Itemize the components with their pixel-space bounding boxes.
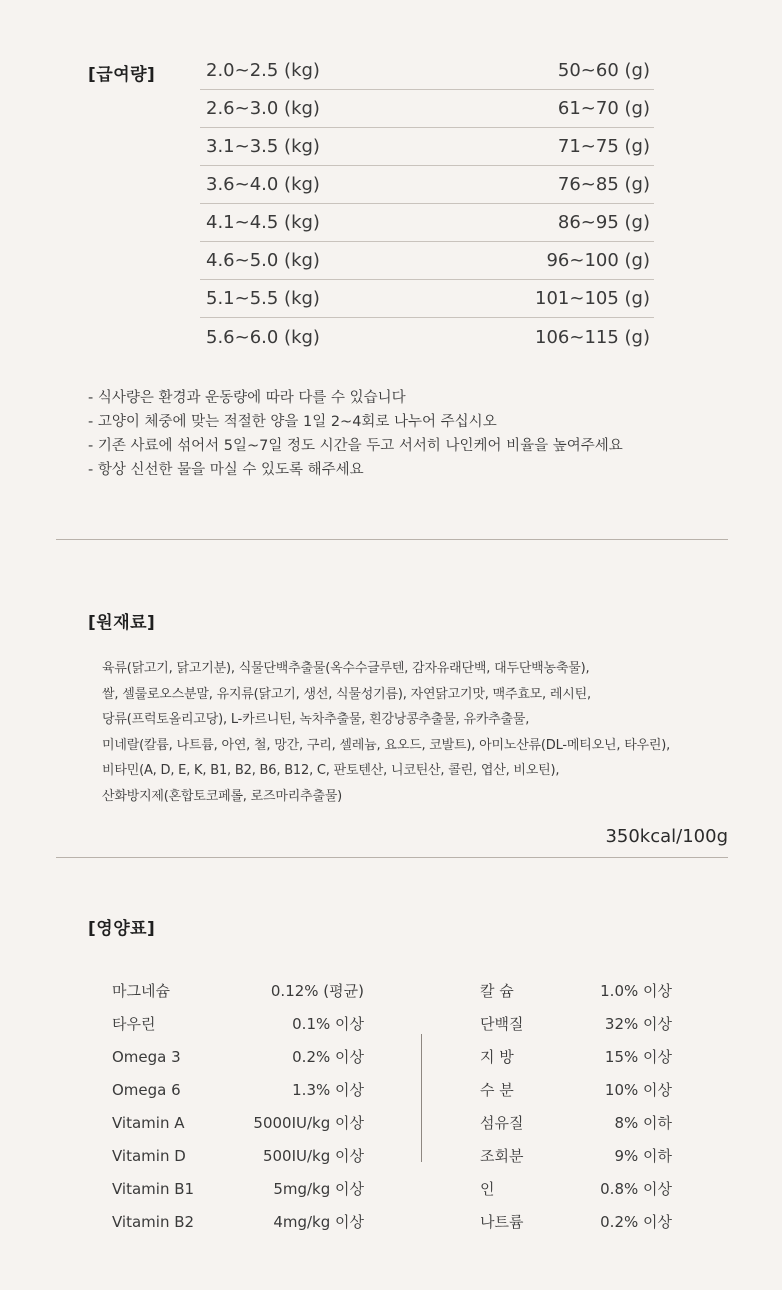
nutrition-right-column	[480, 974, 672, 1238]
calorie-value: 350kcal/100g	[605, 826, 728, 847]
amount-cell: 101~105 (g)	[535, 288, 650, 309]
ingredient-line: 당류(프럭토올리고당), L-카르니틴, 녹차추출물, 흰강낭콩추출물, 유카추출물,	[102, 712, 530, 727]
nutrient-name: 지 방	[480, 1048, 514, 1066]
ingredients-list	[102, 656, 670, 809]
list-item	[112, 1040, 364, 1073]
weight-cell: 2.6~3.0 (kg)	[206, 98, 320, 119]
nutrient-value: 9% 이하	[614, 1147, 672, 1165]
ingredient-line: 비타민(A, D, E, K, B1, B2, B6, B12, C, 판토텐산, 니코틴산, 콜린, 엽산, 비오틴),	[102, 763, 560, 778]
nutrient-name: Vitamin A	[112, 1113, 185, 1132]
nutrient-name: Vitamin D	[112, 1146, 186, 1165]
list-item	[112, 1139, 364, 1172]
amount-cell: 86~95 (g)	[557, 212, 650, 233]
ingredient-line: 육류(닭고기, 닭고기분), 식물단백추출물(옥수수글루텐, 감자유래단백, 대두단백농축물),	[102, 661, 590, 676]
table-row	[200, 204, 654, 242]
table-row	[200, 52, 654, 90]
section-divider	[56, 857, 728, 858]
ingredient-line: 미네랄(칼륨, 나트륨, 아연, 철, 망간, 구리, 셀레늄, 요오드, 코발트), 아미노산류(DL-메티오닌, 타우린),	[102, 737, 671, 753]
table-row	[200, 166, 654, 204]
nutrient-value: 0.2% 이상	[600, 1213, 672, 1231]
nutrient-name: Vitamin B2	[112, 1212, 195, 1231]
table-row	[200, 318, 654, 356]
nutrient-name: 칼 슘	[480, 982, 514, 1000]
list-item	[480, 1172, 672, 1205]
list-item	[112, 1106, 364, 1139]
nutrient-value: 1.3% 이상	[292, 1081, 364, 1099]
list-item	[480, 1139, 672, 1172]
table-row	[200, 128, 654, 166]
feeding-notes	[88, 386, 623, 482]
nutrient-value: 32% 이상	[604, 1015, 672, 1033]
nutrient-value: 5mg/kg 이상	[273, 1180, 364, 1198]
amount-cell: 50~60 (g)	[557, 60, 650, 81]
amount-cell: 96~100 (g)	[546, 250, 650, 271]
list-item	[112, 1007, 364, 1040]
weight-cell: 4.6~5.0 (kg)	[206, 250, 320, 271]
nutrient-value: 1.0% 이상	[600, 982, 672, 1000]
nutrient-name: 마그네슘	[112, 982, 170, 1000]
weight-cell: 5.1~5.5 (kg)	[206, 288, 320, 309]
feeding-table	[200, 52, 654, 356]
note-line: - 기존 사료에 섞어서 5일~7일 정도 시간을 두고 서서히 나인케어 비율을 높여주세요	[88, 438, 623, 454]
list-item	[112, 1172, 364, 1205]
amount-cell: 76~85 (g)	[557, 174, 650, 195]
list-item	[480, 1073, 672, 1106]
feeding-heading: [급여량]	[88, 65, 156, 85]
nutrient-name: Omega 3	[112, 1047, 181, 1066]
list-item	[480, 1040, 672, 1073]
amount-cell: 106~115 (g)	[535, 326, 650, 348]
note-line: - 식사량은 환경과 운동량에 따라 다를 수 있습니다	[88, 390, 406, 406]
nutrient-value: 15% 이상	[604, 1048, 672, 1066]
nutrient-name: 타우린	[112, 1015, 156, 1033]
nutrition-left-column	[112, 974, 364, 1238]
nutrient-name: 단백질	[480, 1015, 524, 1033]
nutrient-name: 섬유질	[480, 1114, 524, 1132]
list-item	[480, 1205, 672, 1238]
ingredient-line: 쌀, 셀룰로오스분말, 유지류(닭고기, 생선, 식물성기름), 자연닭고기맛, 맥주효모, 레시틴,	[102, 686, 591, 702]
nutrient-name: 나트륨	[480, 1213, 524, 1231]
nutrient-value: 0.12% (평균)	[270, 982, 364, 1000]
weight-cell: 3.1~3.5 (kg)	[206, 136, 320, 157]
nutrient-value: 5000IU/kg 이상	[253, 1114, 364, 1132]
nutrient-name: Omega 6	[112, 1080, 181, 1099]
ingredients-heading: [원재료]	[88, 613, 156, 633]
note-line: - 항상 신선한 물을 마실 수 있도록 해주세요	[88, 462, 364, 478]
nutrient-name: 인	[480, 1180, 495, 1198]
amount-cell: 61~70 (g)	[557, 98, 650, 119]
table-row	[200, 90, 654, 128]
nutrient-name: 수 분	[480, 1081, 514, 1099]
nutrient-value: 8% 이하	[614, 1114, 672, 1132]
list-item	[480, 1007, 672, 1040]
table-row	[200, 242, 654, 280]
ingredient-line: 산화방지제(혼합토코페롤, 로즈마리추출물)	[102, 788, 343, 804]
note-line: - 고양이 체중에 맞는 적절한 양을 1일 2~4회로 나누어 주십시오	[88, 414, 497, 430]
weight-cell: 2.0~2.5 (kg)	[206, 60, 320, 81]
list-item	[112, 1073, 364, 1106]
nutrient-name: 조회분	[480, 1147, 524, 1165]
table-row	[200, 280, 654, 318]
nutrient-value: 0.2% 이상	[292, 1048, 364, 1066]
weight-cell: 5.6~6.0 (kg)	[206, 326, 320, 348]
list-item	[112, 1205, 364, 1238]
nutrient-name: Vitamin B1	[112, 1179, 195, 1198]
weight-cell: 3.6~4.0 (kg)	[206, 174, 320, 195]
nutrient-value: 10% 이상	[604, 1081, 672, 1099]
amount-cell: 71~75 (g)	[557, 136, 650, 157]
nutrient-value: 0.8% 이상	[600, 1180, 672, 1198]
list-item	[112, 974, 364, 1007]
weight-cell: 4.1~4.5 (kg)	[206, 212, 320, 233]
nutrient-value: 4mg/kg 이상	[273, 1213, 364, 1231]
section-divider	[56, 539, 728, 540]
nutrition-heading: [영양표]	[88, 919, 156, 939]
list-item	[480, 1106, 672, 1139]
nutrient-value: 500IU/kg 이상	[262, 1147, 364, 1165]
nutrient-value: 0.1% 이상	[292, 1015, 364, 1033]
column-divider	[421, 1034, 422, 1162]
list-item	[480, 974, 672, 1007]
